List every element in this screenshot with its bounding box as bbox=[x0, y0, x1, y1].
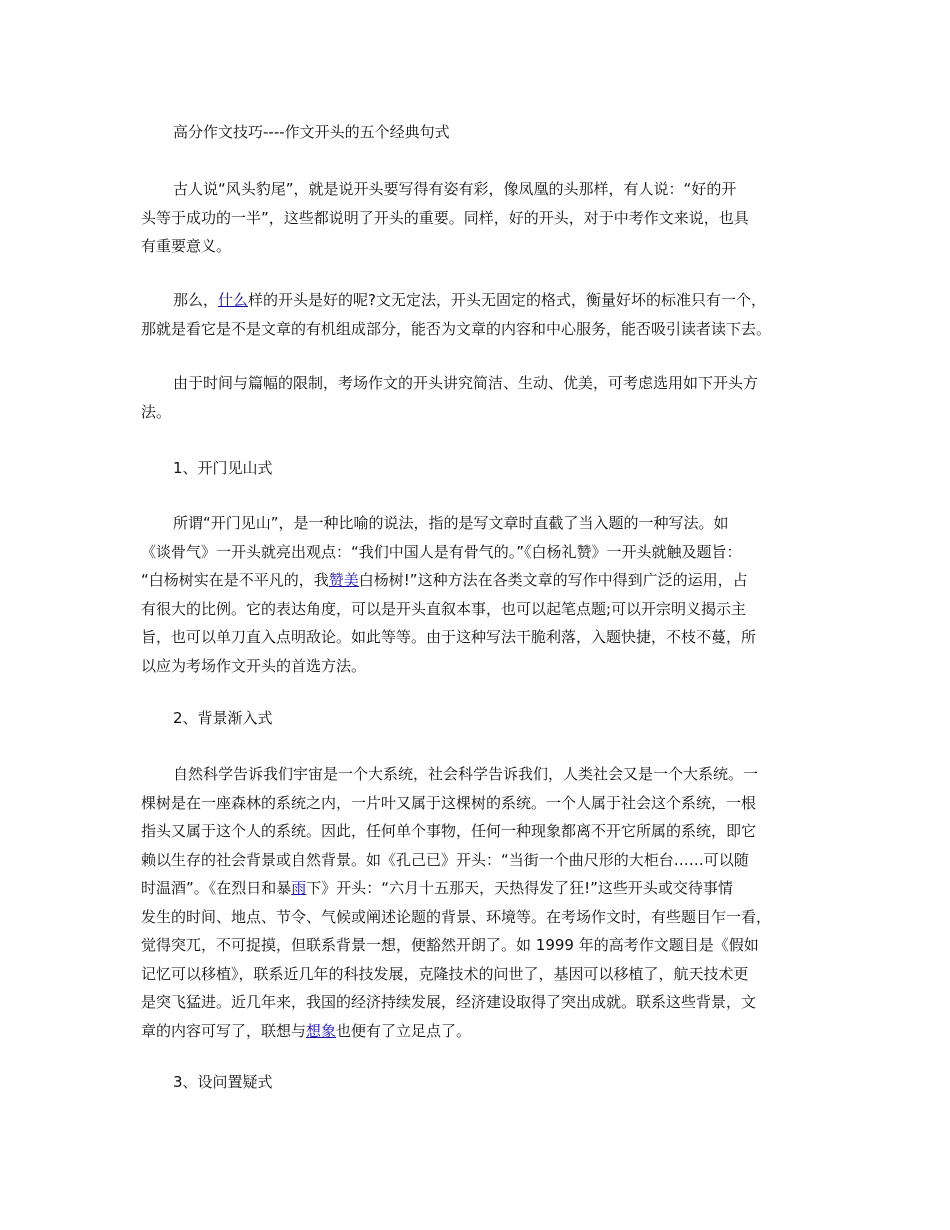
paragraph-line: 法。 bbox=[141, 402, 172, 421]
line-text: 那么， bbox=[173, 291, 219, 309]
paragraph-line bbox=[141, 286, 821, 315]
paragraph-line bbox=[141, 566, 821, 595]
paragraph-line bbox=[141, 1017, 821, 1046]
document-title bbox=[141, 118, 821, 147]
paragraph-intro bbox=[141, 175, 821, 261]
line-text: 时温酒”。《在烈日和暴 bbox=[141, 879, 292, 897]
title-text: 高分作文技巧----作文开头的五个经典句式 bbox=[173, 123, 450, 141]
paragraph-line: 所谓“开门见山”，是一种比喻的说法，指的是写文章时直截了当入题的一种写法。如 bbox=[173, 514, 729, 532]
line-text: “白杨树实在是不平凡的，我 bbox=[141, 571, 329, 589]
line-text: 样的开头是好的呢?文无定法，开头无固定的格式，衡量好坏的标准只有一个， bbox=[248, 291, 766, 309]
line-text: 章的内容可写了，联想与 bbox=[141, 1021, 307, 1040]
paragraph-line: 指头又属于这个人的系统。因此，任何单个事物，任何一种现象都离不开它所属的系统，即它 bbox=[141, 822, 757, 840]
heading-text: 3、设问置疑式 bbox=[173, 1073, 273, 1091]
line-text: 白杨树!”这种方法在各类文章的写作中得到广泛的运用，占 bbox=[358, 571, 748, 589]
paragraph-what-is-good bbox=[141, 286, 821, 343]
heading-text: 1、开门见山式 bbox=[173, 459, 273, 477]
paragraph-line: 发生的时间、地点、节令、气候或阐述论题的背景、环境等。在考场作文时，有些题目乍一看， bbox=[141, 907, 772, 926]
paragraph-line bbox=[141, 874, 821, 903]
section-heading-2 bbox=[141, 704, 821, 733]
section-heading-3 bbox=[141, 1068, 821, 1097]
paragraph-beijing bbox=[141, 760, 821, 1045]
paragraph-line: 头等于成功的一半”，这些都说明了开头的重要。同样，好的开头，对于中考作文来说，也具 bbox=[141, 208, 749, 227]
heading-text: 2、背景渐入式 bbox=[173, 709, 273, 727]
section-heading-1 bbox=[141, 454, 821, 483]
link-yu[interactable]: 雨 bbox=[291, 879, 307, 897]
line-text: 下》开头：“六月十五那天，天热得发了狂!”这些开头或交待事情 bbox=[306, 879, 733, 897]
paragraph-line: 觉得突兀，不可捉摸，但联系背景一想，便豁然开朗了。如 1999 年的高考作文题目是《假如 bbox=[141, 936, 759, 954]
paragraph-line: 有重要意义。 bbox=[141, 237, 232, 255]
paragraph-line: 棵树是在一座森林的系统之内，一片叶又属于这棵树的系统。一个人属于社会这个系统，一根 bbox=[141, 793, 757, 812]
paragraph-line: 是突飞猛进。近几年来，我国的经济持续发展，经济建设取得了突出成就。联系这些背景，文 bbox=[141, 993, 757, 1011]
link-xiangxiang[interactable]: 想象 bbox=[306, 1021, 337, 1040]
line-text: 也便有了立足点了。 bbox=[336, 1021, 472, 1040]
paragraph-line: 记忆可以移植》，联系近几年的科技发展，克隆技术的问世了，基因可以移植了，航天技术更 bbox=[141, 964, 749, 983]
paragraph-line: 自然科学告诉我们宇宙是一个大系统，社会科学告诉我们，人类社会又是一个大系统。一 bbox=[173, 765, 759, 783]
paragraph-kaimen bbox=[141, 509, 821, 680]
link-zanmei[interactable]: 赞美 bbox=[328, 571, 359, 589]
paragraph-line: 古人说“风头豹尾”，就是说开头要写得有姿有彩，像凤凰的头那样，有人说：“好的开 bbox=[173, 180, 737, 198]
paragraph-line: 赖以生存的社会背景或自然背景。如《孔己已》开头：“当街一个曲尺形的大柜台……可以随 bbox=[141, 850, 749, 869]
paragraph-time-limit bbox=[141, 369, 821, 426]
paragraph-line: 《谈骨气》一开头就亮出观点：“我们中国人是有骨气的。”《白杨礼赞》一开头就触及题旨： bbox=[141, 542, 742, 561]
paragraph-line: 以应为考场作文开头的首选方法。 bbox=[141, 656, 367, 675]
link-shenme[interactable]: 什么 bbox=[218, 291, 249, 309]
paragraph-line: 有很大的比例。它的表达角度，可以是开头直叙本事，也可以起笔点题;可以开宗明义揭示主 bbox=[141, 599, 747, 618]
paragraph-line: 由于时间与篇幅的限制，考场作文的开头讲究简洁、生动、优美，可考虑选用如下开头方 bbox=[173, 374, 759, 392]
paragraph-line: 那就是看它是不是文章的有机组成部分，能否为文章的内容和中心服务，能否吸引读者读下去。 bbox=[141, 319, 772, 338]
paragraph-line: 旨，也可以单刀直入点明敌论。如此等等。由于这种写法干脆利落，入题快捷，不枝不蔓，所 bbox=[141, 628, 757, 646]
